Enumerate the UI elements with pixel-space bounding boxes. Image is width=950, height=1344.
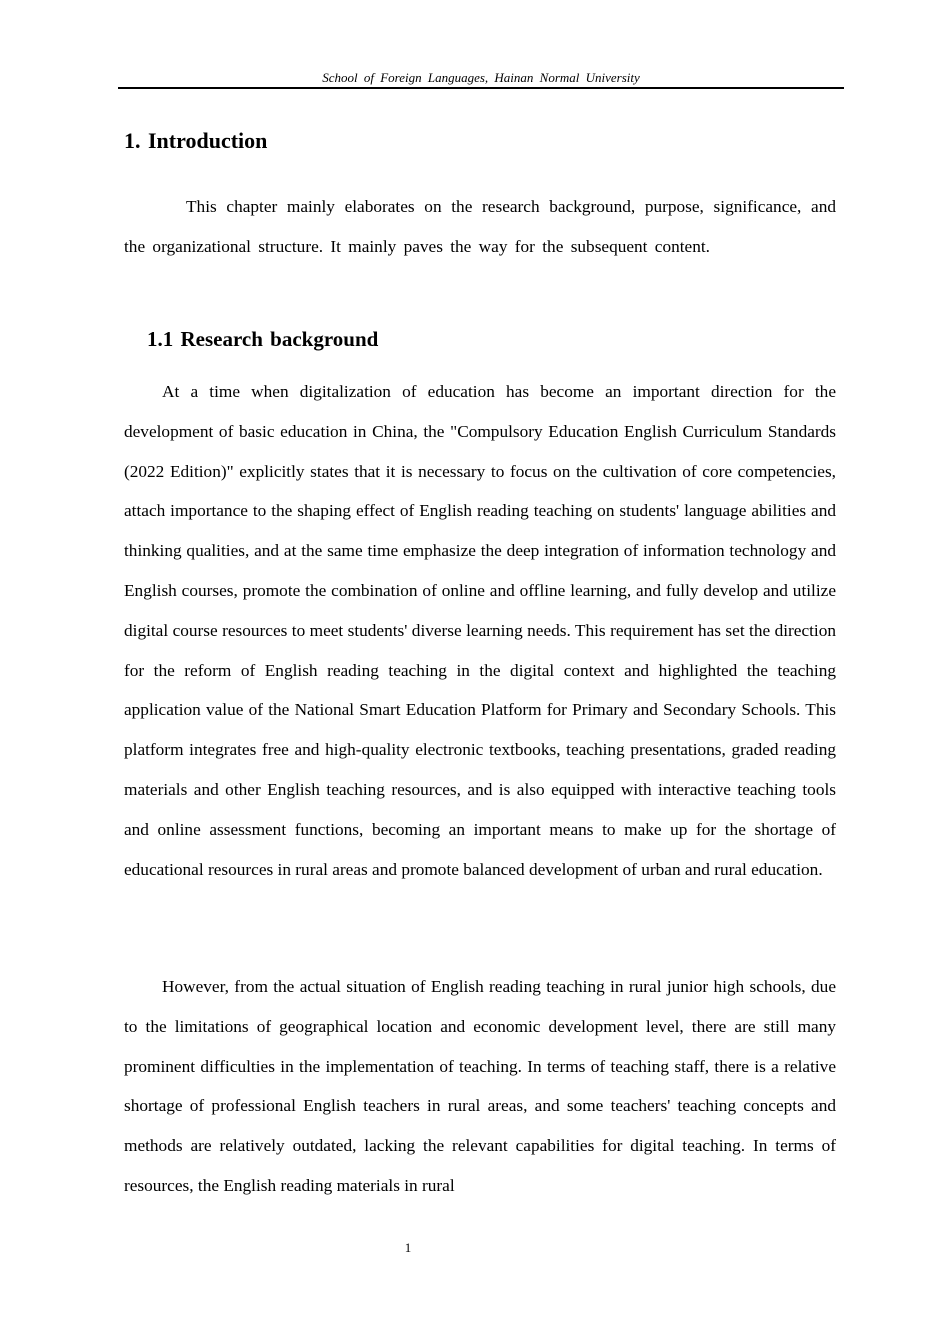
header-rule <box>118 87 844 89</box>
section-heading-research-background: 1.1 Research background <box>147 327 379 351</box>
research-background-paragraph-1: At a time when digitalization of education has become an important direction for the development of basic education in China, the "Compulsory Education English Curriculum Standards (2022 Edition)" explicitly states that it is necessary to focus on the cultivation of core competencies, attach importance to the shaping effect of English reading teaching on students' language abilities and thinking qualities, and at the same time emphasize the deep integration of information technology and English courses, promote the combination of online and offline learning, and fully develop and utilize digital course resources to meet students' diverse learning needs. This requirement has set the direction for the reform of English reading teaching in the digital context and highlighted the teaching application value of the National Smart Education Platform for Primary and Secondary Schools. This platform integrates free and high-quality electronic textbooks, teaching presentations, graded reading materials and other English teaching resources, and is also equipped with interactive teaching tools and online assessment functions, becoming an important means to make up for the shortage of educational resources in rural areas and promote balanced development of urban and rural education. <box>124 382 836 879</box>
intro-paragraph: This chapter mainly elaborates on the research background, purpose, significance, and the organizational structure. It mainly paves the way for the subsequent content. <box>124 197 836 256</box>
chapter-heading: 1. Introduction <box>124 128 268 153</box>
research-background-paragraph-2: However, from the actual situation of English reading teaching in rural junior high schools, due to the limitations of geographical location and economic development level, there are still many prominent difficulties in the implementation of teaching. In terms of teaching staff, there is a relative shortage of professional English teachers in rural areas, and some teachers' teaching concepts and methods are relatively outdated, lacking the relevant capabilities for digital teaching. In terms of resources, the English reading materials in rural <box>124 977 836 1195</box>
page-number: 1 <box>404 1240 412 1255</box>
running-header: School of Foreign Languages, Hainan Normal University <box>322 70 640 85</box>
